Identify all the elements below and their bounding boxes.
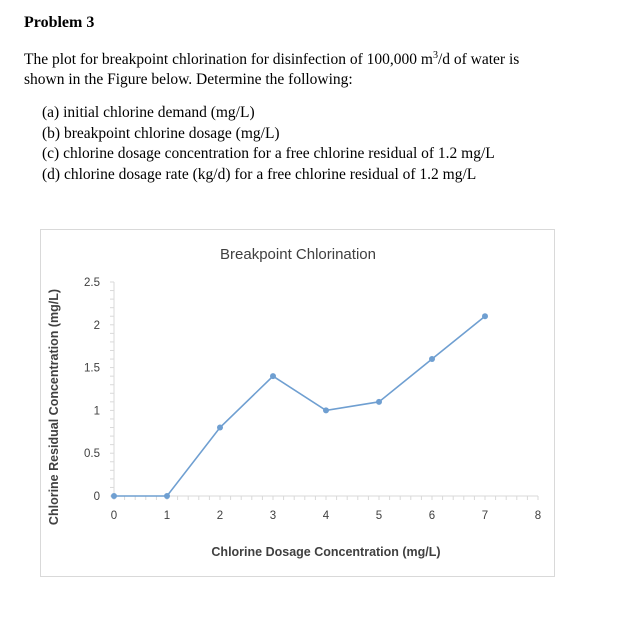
question-d: (d) chlorine dosage rate (kg/d) for a free chlorine residual of 1.2 mg/L — [42, 165, 477, 183]
y-axis-label: Chlorine Residual Concentration (mg/L) — [47, 288, 61, 526]
y-tick-label: 0.5 — [84, 448, 100, 461]
data-point — [111, 493, 117, 499]
problem-heading: Problem 3 — [24, 14, 95, 31]
question-list — [42, 103, 495, 185]
intro-line-2: shown in the Figure below. Determine the following: — [24, 71, 353, 89]
data-point — [164, 493, 170, 499]
x-tick-label: 4 — [322, 510, 330, 522]
x-tick-label: 3 — [269, 510, 277, 522]
breakpoint-chart — [41, 230, 554, 576]
data-point — [482, 313, 488, 319]
intro-superscript: 3 — [432, 50, 438, 61]
x-tick-label: 8 — [534, 510, 542, 522]
data-point — [376, 399, 382, 405]
problem-intro — [24, 46, 614, 90]
y-tick-label: 2.5 — [84, 277, 100, 289]
data-point — [429, 356, 435, 362]
intro-line-1 — [24, 46, 614, 70]
x-tick-label: 6 — [428, 510, 436, 522]
x-tick-label: 2 — [216, 510, 224, 522]
x-tick-label: 5 — [375, 510, 383, 522]
data-point — [323, 407, 329, 413]
tick-labels — [84, 277, 541, 522]
data-line — [114, 316, 485, 496]
y-tick-label: 1.5 — [84, 362, 100, 375]
question-a: (a) initial chlorine demand (mg/L) — [42, 104, 255, 121]
data-point — [270, 373, 276, 379]
data-point — [217, 425, 223, 431]
x-tick-label: 1 — [163, 510, 171, 522]
y-tick-label: 0 — [93, 491, 100, 503]
axes — [110, 282, 538, 500]
x-tick-label: 7 — [481, 510, 489, 522]
x-axis-label: Chlorine Dosage Concentration (mg/L) — [211, 545, 441, 559]
series-line — [111, 313, 488, 499]
question-b: (b) breakpoint chlorine dosage (mg/L) — [42, 124, 280, 142]
intro-line-1-end: /d of water is — [437, 51, 520, 69]
question-c: (c) chlorine dosage concentration for a free chlorine residual of 1.2 mg/L — [42, 145, 495, 162]
intro-line-1-text: The plot for breakpoint chlorination for disinfection of 100,000 m — [24, 51, 433, 69]
y-tick-label: 1 — [93, 405, 100, 418]
x-tick-label: 0 — [110, 510, 118, 522]
chart-title: Breakpoint Chlorination — [220, 246, 376, 263]
chart-frame — [40, 229, 555, 577]
y-tick-label: 2 — [93, 319, 100, 332]
